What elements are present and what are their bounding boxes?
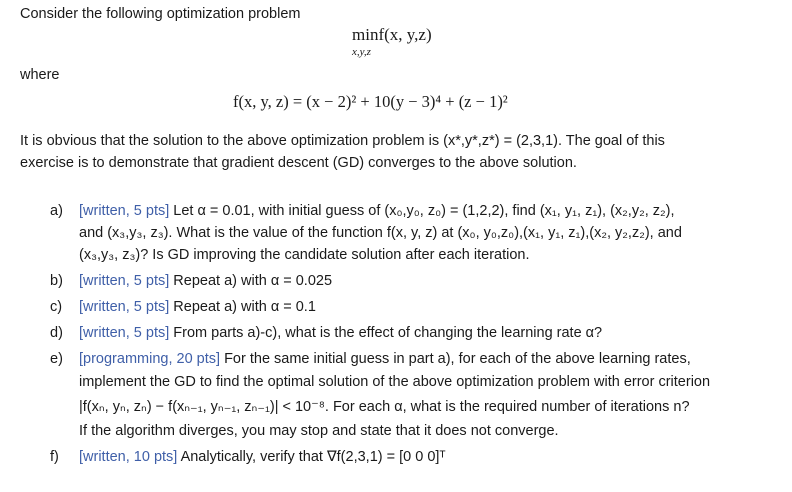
item-f-tag: [written, 10 pts] xyxy=(79,449,178,465)
item-a-tag: [written, 5 pts] xyxy=(79,203,170,219)
item-c-line1 xyxy=(79,299,316,315)
item-e-line4: If the algorithm diverges, you may stop and state that it does not converge. xyxy=(79,423,559,439)
item-e-line2: implement the GD to find the optimal solution of the above optimization problem with error criterion xyxy=(79,374,711,390)
item-d-tag: [written, 5 pts] xyxy=(79,325,170,341)
objective-min-subscript: x,y,z xyxy=(352,46,371,58)
function-definition: f(x, y, z) = (x − 2)² + 10(y − 3)⁴ + (z − 1)² xyxy=(233,92,508,111)
item-a-line1 xyxy=(79,203,675,219)
solution-statement-line2: exercise is to demonstrate that gradient descent (GD) converges to the above solution. xyxy=(20,155,577,171)
item-d-line1 xyxy=(79,325,602,341)
solution-statement-line1: It is obvious that the solution to the above optimization problem is (x*,y*,z*) = (2,3,1). The goal of this xyxy=(20,133,665,149)
item-f-label: f) xyxy=(50,449,59,465)
item-a-line3: (x₃,y₃, z₃)? Is GD improving the candidate solution after each iteration. xyxy=(79,247,530,263)
item-a-text-1: Let α = 0.01, with initial guess of (x₀,y₀, z₀) = (1,2,2), find (x₁, y₁, z₁), (x₂,y₂, z₂), xyxy=(173,203,675,219)
item-e-label: e) xyxy=(50,351,63,367)
item-b-label: b) xyxy=(50,273,63,289)
item-f-text: Analytically, verify that ∇f(2,3,1) = [0 0 0]ᵀ xyxy=(180,449,446,465)
item-c-text: Repeat a) with α = 0.1 xyxy=(173,299,316,315)
item-b-text: Repeat a) with α = 0.025 xyxy=(173,273,333,289)
item-e-tag: [programming, 20 pts] xyxy=(79,351,221,367)
item-d-label: d) xyxy=(50,325,63,341)
item-d-text: From parts a)-c), what is the effect of changing the learning rate α? xyxy=(173,325,603,341)
where-label: where xyxy=(20,67,60,83)
objective-min: minf(x, y,z) xyxy=(352,25,432,44)
item-b-tag: [written, 5 pts] xyxy=(79,273,170,289)
item-a-label: a) xyxy=(50,203,63,219)
item-c-label: c) xyxy=(50,299,63,315)
item-c-tag: [written, 5 pts] xyxy=(79,299,170,315)
item-a-line2: and (x₃,y₃, z₃). What is the value of the function f(x, y, z) at (x₀, y₀,z₀),(x₁, y₁, z₁),(x₂, y₂,z₂), and xyxy=(79,225,682,241)
item-e-line3: |f(xₙ, yₙ, zₙ) − f(xₙ₋₁, yₙ₋₁, zₙ₋₁)| < 10⁻⁸. For each α, what is the required number of iterations n? xyxy=(79,399,690,415)
item-e-line1 xyxy=(79,351,691,367)
item-f-line1 xyxy=(79,449,446,465)
item-e-text-1: For the same initial guess in part a), for each of the above learning rates, xyxy=(224,351,691,367)
item-b-line1 xyxy=(79,273,332,289)
intro-line: Consider the following optimization problem xyxy=(20,6,301,22)
